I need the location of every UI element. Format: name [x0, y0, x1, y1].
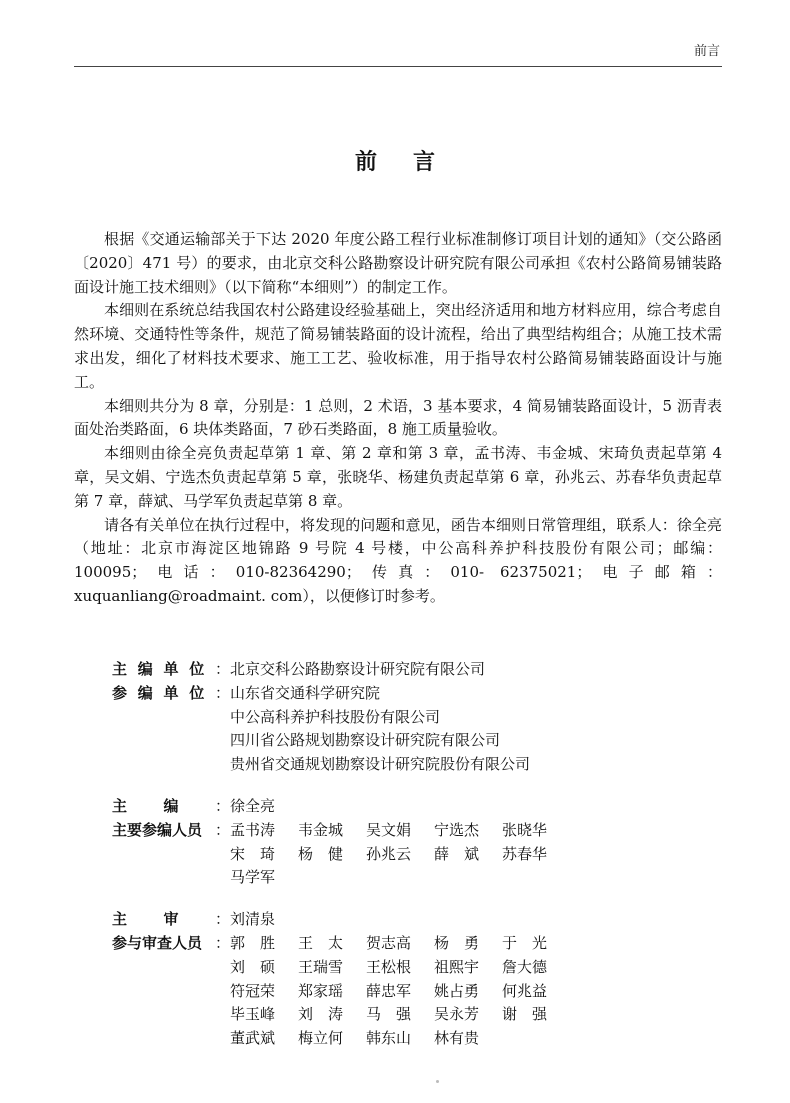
reviewers-row [112, 932, 630, 1051]
person-name: 王瑞雪 [298, 957, 344, 976]
person-name: 符冠荣 [230, 981, 276, 1000]
participating-unit-name: 中公高科养护科技股份有限公司 [230, 707, 441, 726]
person-name: 马学军 [230, 868, 276, 887]
person-name: 杨 健 [298, 844, 344, 863]
person-name: 韩东山 [366, 1029, 412, 1048]
paragraph: 本细则共分为 8 章，分别是：1 总则，2 术语，3 基本要求，4 简易铺装路面设计，5 沥青表面处治类路面，6 块体类路面，7 砂石类路面，8 施工质量验收。 [74, 396, 722, 439]
person-name: 姚占勇 [434, 981, 480, 1000]
chief-editor-row [112, 795, 630, 819]
credit-label: 参 编 单 位 ： [112, 683, 230, 702]
credit-label: 主要参编人员 ： [112, 820, 230, 839]
paragraph: 请各有关单位在执行过程中，将发现的问题和意见，函告本细则日常管理组，联系人：徐全亮（地址：北京市海淀区地锦路 9 号院 4 号楼，中公高科养护科技股份有限公司；邮编：100095；电话：010-82364290；传真：010- 62375021；电子邮箱：xuquanliang@roadmaint. com），以便修订时参考。 [74, 515, 722, 605]
person-name: 郑家瑶 [298, 981, 344, 1000]
running-head: 前言 [693, 44, 720, 59]
header-rule [74, 66, 722, 67]
editors-group [112, 795, 630, 890]
person-name: 吴文娟 [366, 820, 412, 839]
credit-label: 参与审查人员 ： [112, 933, 230, 952]
credit-label: 主 审 ： [112, 910, 230, 929]
chief-unit-row [112, 658, 630, 682]
person-name: 王 太 [298, 933, 344, 952]
person-name: 郭 胜 [230, 933, 276, 952]
chief-reviewer-row [112, 908, 630, 932]
paragraph: 本细则在系统总结我国农村公路建设经验基础上，突出经济适用和地方材料应用，综合考虑自然环境、交通特性等条件，规范了简易铺装路面的设计流程，给出了典型结构组合；从施工技术需求出发，细化了材料技术要求、施工工艺、验收标准，用于指导农村公路简易铺装路面设计与施工。 [74, 301, 722, 391]
preface-body [74, 228, 722, 609]
person-name: 祖熙宇 [434, 957, 480, 976]
person-name: 于 光 [502, 933, 548, 952]
credit-label: 主 编 单 位 ： [112, 660, 230, 678]
chief-reviewer-name: 刘清泉 [230, 910, 276, 929]
person-name: 王松根 [366, 957, 412, 976]
page-title: 前言 [354, 150, 471, 175]
credits-block [112, 658, 630, 1069]
participating-unit-name: 四川省公路规划勘察设计研究院有限公司 [230, 731, 501, 750]
person-name: 韦金城 [298, 820, 344, 839]
reviewers-group [112, 908, 630, 1051]
person-name: 何兆益 [502, 981, 548, 1000]
person-name: 詹大德 [502, 957, 548, 976]
person-name: 孟书涛 [230, 820, 276, 839]
main-editors-names [230, 819, 630, 890]
person-name: 梅立何 [298, 1029, 344, 1048]
paragraph: 根据《交通运输部关于下达 2020 年度公路工程行业标准制修订项目计划的通知》（交公路函〔2020〕471 号）的要求，由北京交科公路勘察设计研究院有限公司承担《农村公路简易铺装路面设计施工技术细则》（以下简称“本细则”）的制定工作。 [74, 230, 722, 296]
paragraph: 本细则由徐全亮负责起草第 1 章、第 2 章和第 3 章，孟书涛、韦金城、宋琦负责起草第 4 章，吴文娟、宁选杰负责起草第 5 章，张晓华、杨建负责起草第 6 章，孙兆云、苏春华负责起草第 7 章，薛斌、马学军负责起草第 8 章。 [74, 444, 722, 510]
person-name: 宁选杰 [434, 820, 480, 839]
chief-editor-name: 徐全亮 [230, 796, 276, 815]
units-group [112, 658, 630, 777]
main-editors-row [112, 819, 630, 890]
person-name: 马 强 [366, 1005, 412, 1024]
person-name: 毕玉峰 [230, 1005, 276, 1024]
person-name: 吴永芳 [434, 1005, 480, 1024]
person-name: 刘 硕 [230, 957, 276, 976]
person-name: 谢 强 [502, 1005, 548, 1024]
person-name: 杨 勇 [434, 933, 480, 952]
person-name: 林有贵 [434, 1029, 480, 1048]
participating-unit-name: 贵州省交通规划勘察设计研究院股份有限公司 [230, 755, 531, 774]
participating-unit-name: 山东省交通科学研究院 [230, 683, 381, 702]
person-name: 薛忠军 [366, 981, 412, 1000]
person-name: 张晓华 [502, 820, 548, 839]
person-name: 薛 斌 [434, 844, 480, 863]
person-name: 苏春华 [502, 844, 548, 863]
reviewers-names [230, 932, 630, 1051]
person-name: 孙兆云 [366, 844, 412, 863]
chief-unit-name: 北京交科公路勘察设计研究院有限公司 [230, 660, 486, 678]
page-mark [436, 1080, 439, 1083]
person-name: 刘 涛 [298, 1005, 344, 1024]
participating-units-row [112, 682, 630, 777]
credit-label: 主 编 ： [112, 796, 230, 815]
person-name: 宋 琦 [230, 844, 276, 863]
person-name: 董武斌 [230, 1029, 276, 1048]
person-name: 贺志高 [366, 933, 412, 952]
